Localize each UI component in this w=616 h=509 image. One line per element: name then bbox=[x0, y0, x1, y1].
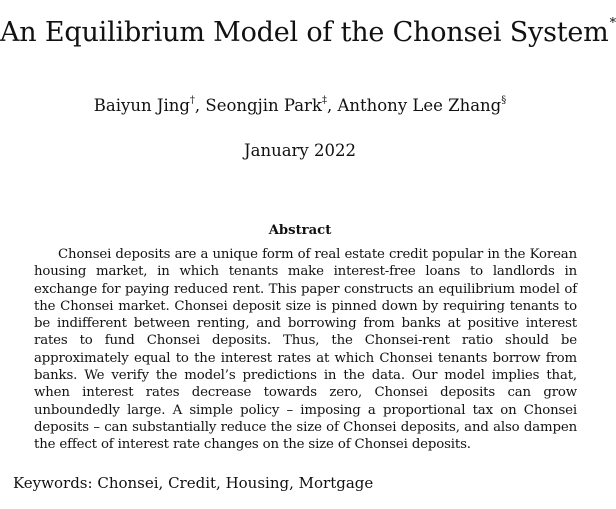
keywords bbox=[13, 473, 373, 493]
author-footnote-mark: † bbox=[189, 95, 195, 106]
keywords-list: Chonsei, Credit, Housing, Mortgage bbox=[97, 474, 374, 492]
abstract-text: Chonsei deposits are a unique form of real estate credit popular in the Korean housing market, in which tenants make interest-free loans to landlords in exchange for paying reduced rent. This paper constructs an equilibrium model of the Chonsei market. Chonsei deposit size is pinned down by requiring tenants to be indifferent between renting, and borrowing from banks at positive interest rates to fund Chonsei deposits. Thus, the Chonsei-rent ratio should be approximately equal to the interest rates at which Chonsei tenants borrow from banks. We verify the model’s predictions in the data. Our model implies that, when interest rates decrease towards zero, Chonsei deposits can grow unboundedly large. A simple policy – imposing a proportional tax on Chonsei deposits – can substantially reduce the size of Chonsei deposits, and also dampen the effect of interest rate changes on the size of Chonsei deposits. bbox=[34, 247, 577, 453]
author-footnote-mark: § bbox=[501, 95, 507, 106]
author-name: Baiyun Jing bbox=[93, 96, 190, 115]
author-list bbox=[0, 90, 600, 117]
author-name: Anthony Lee Zhang bbox=[337, 96, 502, 115]
author-separator: , bbox=[326, 96, 338, 115]
author-name: Seongjin Park bbox=[205, 96, 322, 115]
publication-date: January 2022 bbox=[244, 141, 356, 160]
title-footnote-mark: * bbox=[609, 16, 616, 31]
keywords-label: Keywords: bbox=[13, 474, 93, 492]
author-footnote-mark: ‡ bbox=[321, 95, 327, 106]
abstract-heading: Abstract bbox=[268, 223, 332, 238]
paper-title-text: An Equilibrium Model of the Chonsei System bbox=[0, 17, 609, 48]
paper-title bbox=[0, 6, 616, 51]
author-separator: , bbox=[194, 96, 206, 115]
